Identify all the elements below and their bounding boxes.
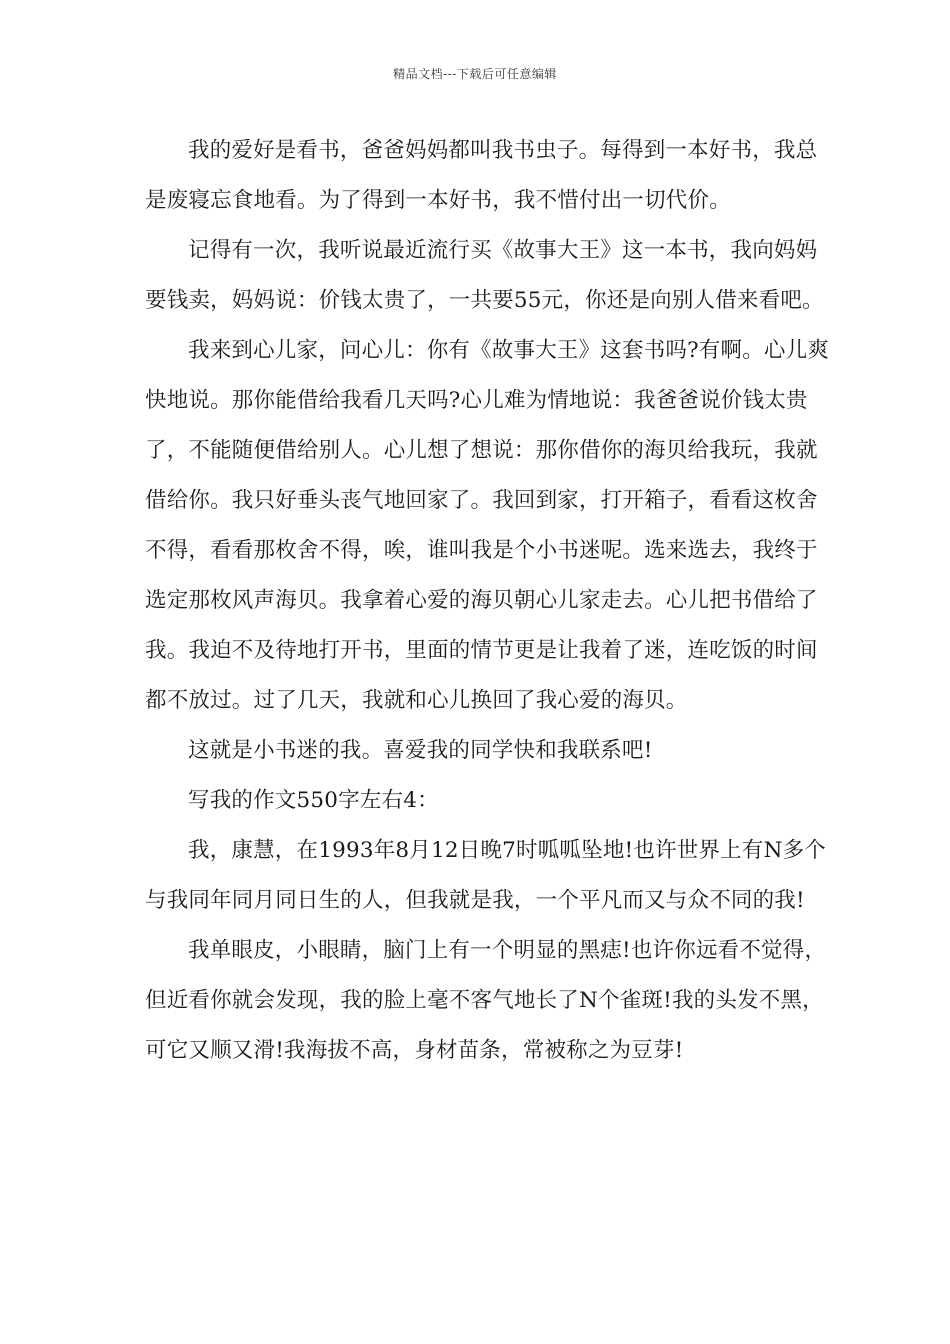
page-header: 精品文档---下载后可任意编辑 (393, 67, 557, 81)
paragraph: 我的爱好是看书，爸爸妈妈都叫我书虫子。每得到一本好书，我总是废寝忘食地看。为了得到一本好书，我不惜付出一切代价。 (145, 138, 818, 213)
paragraph: 我，康慧，在1993年8月12日晚7时呱呱坠地!也许世界上有N多个与我同年同月同日生的人，但我就是我，一个平凡而又与众不同的我! (145, 838, 826, 913)
paragraph: 我来到心儿家，问心儿：你有《故事大王》这套书吗?有啊。心儿爽快地说。那你能借给我看几天吗?心儿难为情地说：我爸爸说价钱太贵了，不能随便借给别人。心儿想了想说：那你借你的海贝给我玩，我就借给你。我只好垂头丧气地回家了。我回到家，打开箱子，看看这枚舍不得，看看那枚舍不得，唉，谁叫我是个小书迷呢。选来选去，我终于选定那枚风声海贝。我拿着心爱的海贝朝心儿家走去。心儿把书借给了我。我迫不及待地打开书，里面的情节更是让我着了迷，连吃饭的时间都不放过。过了几天，我就和心儿换回了我心爱的海贝。 (145, 338, 830, 713)
paragraph: 我单眼皮，小眼睛，脑门上有一个明显的黑痣!也许你远看不觉得，但近看你就会发现，我的脸上毫不客气地长了N个雀斑!我的头发不黑，可它又顺又滑!我海拔不高，身材苗条，常被称之为豆芽! (145, 938, 827, 1063)
paragraph: 记得有一次，我听说最近流行买《故事大王》这一本书，我向妈妈要钱卖，妈妈说：价钱太贵了，一共要55元，你还是向别人借来看吧。 (145, 238, 824, 313)
section-heading: 写我的作文550字左右4： (188, 788, 439, 813)
paragraph: 这就是小书迷的我。喜爱我的同学快和我联系吧! (188, 738, 653, 763)
document-body (145, 126, 835, 1076)
